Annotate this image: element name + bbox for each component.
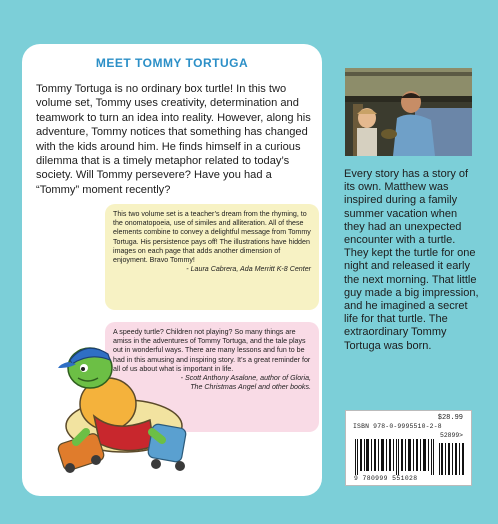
panel-title: MEET TOMMY TORTUGA — [95, 56, 249, 70]
isbn-barcode — [345, 410, 472, 486]
synopsis-panel — [22, 44, 322, 496]
review-quote-1-attribution: - Laura Cabrera, Ada Merritt K-8 Center — [186, 265, 311, 274]
review-quote-1 — [105, 204, 319, 310]
review-quote-1-text: This two volume set is a teacher’s dream from the rhyming, to the onomatopoeia, use of similes and alliteration. All of these elements combine to convey a delightful message from Tommy Tortuga. His persistence pays off! The illustrations have hidden images on each page that adds another dimension of enjoyment. Bravo Tommy! — [113, 210, 311, 265]
author-story: Every story has a story of its own. Matthew was inspired during a family summer vacation when they had an unexpected encounter with a turtle. They kept the turtle for one night and released it early the next morning. That little guy made a big impression, and he imagined a secret life for that turtle. The extraordinary Tommy Tortuga was born. — [344, 168, 479, 352]
review-quote-2-text: A speedy turtle? Children not playing? So many things are amiss in the adventures of Tommy Tortuga, and the tale plays out in wonderful ways. There are many lessons and fun to be had in this amusing and inspiring story. It’s a great reminder for all of us about what is important in life. — [113, 328, 311, 373]
intro-text: Tommy Tortuga is no ordinary box turtle! In this two volume set, Tommy uses creativity, determination and teamwork to turn an idea into reality. However, along his adventure, Tommy notices that something has changed with the kids around him. He finds himself in a curious dilemma that is a timely metaphor related to today’s society. Will Tommy persevere? Have you had a “Tommy” moment recently? — [36, 83, 311, 196]
author-photo — [345, 68, 472, 156]
barcode-digits: 9 780999 551028 — [354, 475, 418, 482]
isbn-label: ISBN 978-0-9995510-2-8 — [353, 423, 442, 430]
addon-code: 52899> — [439, 432, 463, 439]
turtle-illustration — [46, 334, 196, 484]
review-quote-2-attribution-1: - Scott Anthony Asalone, author of Gloria, — [180, 374, 311, 383]
price-label: $28.99 — [437, 414, 463, 422]
review-quote-2-attribution-2: The Christmas Angel and other books. — [190, 383, 311, 392]
barcode-bars — [353, 439, 465, 475]
